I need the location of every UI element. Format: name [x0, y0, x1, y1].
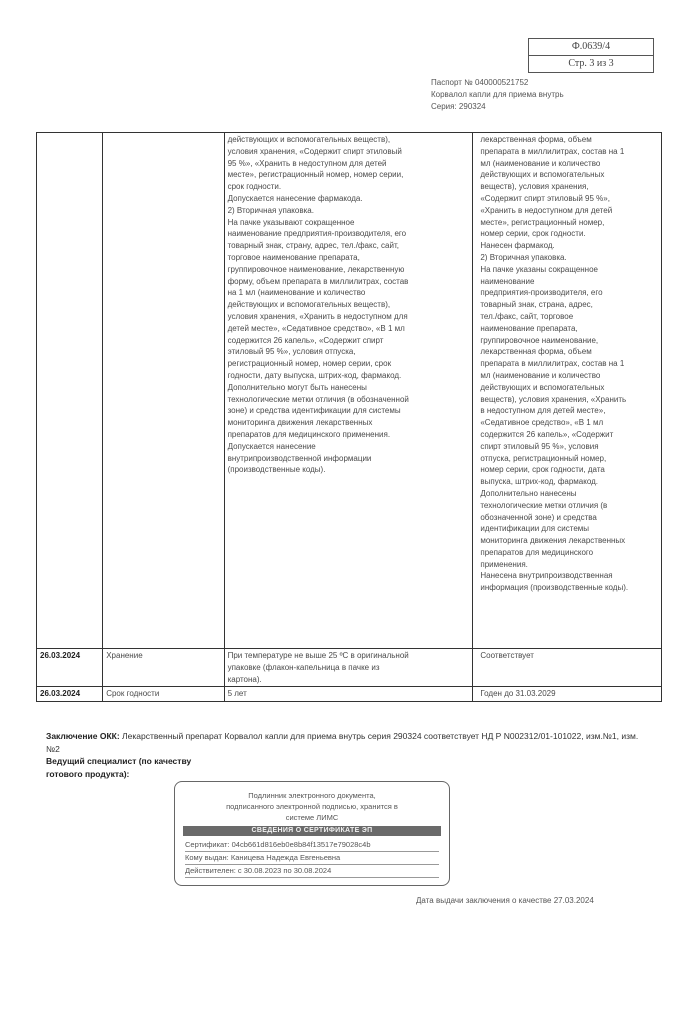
indicator-cell: Хранение — [103, 649, 224, 687]
electronic-signature-stamp — [174, 781, 450, 886]
stamp-banner: СВЕДЕНИЯ О СЕРТИФИКАТЕ ЭП — [183, 826, 441, 836]
date-cell — [37, 133, 103, 649]
specialist-label — [46, 755, 191, 780]
requirement-cell: При температуре не выше 25 ºС в оригинальной упаковке (флакон-капельница в пачке из картона). — [224, 649, 473, 687]
batch-number: Серия: 290324 — [431, 102, 486, 111]
certificate-id: Сертификат: 04cb661d816eb0e8b84f13517e79028c4b — [185, 839, 439, 852]
product-name: Корвалол капли для приема внутрь — [431, 90, 564, 99]
conclusion-text: Лекарственный препарат Корвалол капли для приема внутрь серия 290324 соответствует НД Р N002312/01-101022, изм.№1, изм.№2 — [46, 731, 639, 754]
date-cell: 26.03.2024 — [37, 649, 103, 687]
result-cell: лекарственная форма, объем препарата в миллилитрах, состав на 1 мл (наименование и количество действующих и вспомогательных веществ), условия хранения, «Содержит спирт этиловый 95 %», «Хранить в недоступном для детей месте», регистрационный номер, номер серии, срок годности. Нанесен фармакод. 2) Вторичная упаковка. На пачке указаны сокращенное наименование предприятия-производителя, его товарный знак, страна, адрес, тел./факс, сайт, торговое наименование препарата, группировочное наименование, лекарственная форма, объем препарата в миллилитрах, состав на 1 мл (наименование и количество действующих и вспомогательных веществ), условия хранения, «Хранить в недоступном для детей месте», «Седативное средство», «В 1 мл содержится 26 капель», «Содержит спирт этиловый 95 %», условия отпуска, регистрационный номер, номер серии, срок годности, дата выпуска, штрих-код, фармакод. Дополнительно нанесены технологические метки отличия (в обозначенной зоне) и средства идентификации для системы мониторинга движения лекарственных препаратов для медицинского применения. Нанесена внутрипроизводственная информация (производственные коды). — [473, 133, 662, 649]
table-row — [37, 133, 662, 649]
quality-table — [36, 132, 662, 702]
date-cell: 26.03.2024 — [37, 687, 103, 702]
stamp-intro-line: Подлинник электронного документа, — [248, 791, 376, 800]
issue-date: Дата выдачи заключения о качестве 27.03.2024 — [416, 896, 594, 905]
conclusion-label: Заключение ОКК: — [46, 731, 120, 741]
table-row — [37, 687, 662, 702]
requirement-cell: действующих и вспомогательных веществ), условия хранения, «Содержит спирт этиловый 95 %», «Хранить в недоступном для детей месте», регистрационный номер, номер серии, срок годности. Допускается нанесение фармакода. 2) Вторичная упаковка. На пачке указывают сокращенное наименование предприятия-производителя, его товарный знак, страну, адрес, тел./факс, сайт, торговое наименование препарата, группировочное наименование, лекарственную форму, объем препарата в миллилитрах, состав на 1 мл (наименование и количество действующих и вспомогательных веществ), условия хранения, «Хранить в недоступном для детей месте», «Седативное средство», «В 1 мл содержится 26 капель», «Содержит спирт этиловый 95 %», условия отпуска, регистрационный номер, номер серии, срок годности, дату выпуска, штрих-код, фармакод. Дополнительно могут быть нанесены технологические метки отличия (в обозначенной зоне) и средства идентификации для системы мониторинга движения лекарственных препаратов для медицинского применения. Допускается нанесение внутрипроизводственной информации (производственные коды). — [224, 133, 473, 649]
stamp-intro-line: подписанного электронной подписью, хранится в — [226, 802, 398, 811]
result-cell: Годен до 31.03.2029 — [473, 687, 662, 702]
certificate-details — [185, 839, 439, 878]
certificate-owner: Кому выдан: Каницева Надежда Евгеньевна — [185, 852, 439, 865]
page-number: Стр. 3 из 3 — [529, 55, 653, 72]
indicator-cell — [103, 133, 224, 649]
table-row — [37, 649, 662, 687]
form-number-box — [528, 38, 654, 73]
form-code: Ф.0639/4 — [571, 41, 611, 52]
stamp-intro — [175, 790, 449, 823]
passport-header — [431, 77, 564, 113]
quality-conclusion — [46, 730, 646, 755]
stamp-intro-line: системе ЛИМС — [285, 813, 339, 822]
specialist-line-2: готового продукта): — [46, 768, 130, 779]
passport-number: Паспорт № 040000521752 — [431, 78, 529, 87]
requirement-cell: 5 лет — [224, 687, 473, 702]
specialist-line-1: Ведущий специалист (по качеству — [46, 756, 192, 766]
result-cell: Соответствует — [473, 649, 662, 687]
certificate-validity: Действителен: с 30.08.2023 по 30.08.2024 — [185, 865, 439, 878]
indicator-cell: Срок годности — [103, 687, 224, 702]
